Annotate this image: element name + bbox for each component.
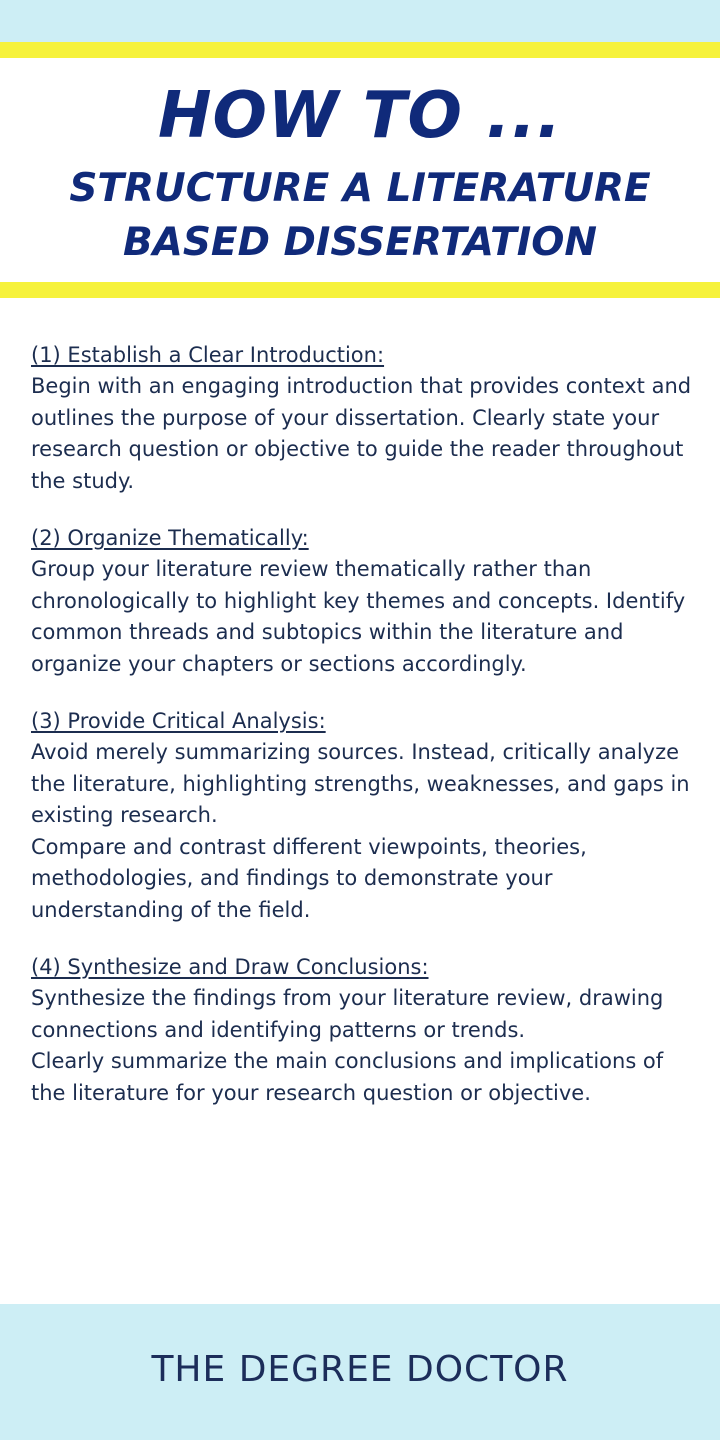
top-yellow-stripe [0, 42, 720, 58]
content [31, 340, 701, 1135]
section-heading: (3) Provide Critical Analysis: [31, 709, 326, 733]
section-paragraph: Compare and contrast different viewpoints, theories, methodologies, and findings to demonstrate your understanding of the field. [31, 834, 587, 922]
section-body [31, 983, 701, 1109]
section-paragraph: Synthesize the findings from your literature review, drawing connections and identifying patterns or trends. [31, 986, 664, 1042]
brand-name: THE DEGREE DOCTOR [151, 1349, 569, 1390]
bottom-yellow-stripe [0, 282, 720, 298]
top-color-band [0, 0, 720, 42]
section-body [31, 371, 701, 497]
subtitle-line-2: BASED DISSERTATION [122, 220, 598, 265]
section-heading: (2) Organize Thematically: [31, 526, 309, 550]
section-synthesize [31, 952, 701, 1109]
page-title: HOW TO ... [157, 79, 563, 153]
section-organize [31, 523, 701, 680]
section-critical-analysis [31, 706, 701, 926]
section-paragraph: Group your literature review thematically rather than chronologically to highlight key themes and concepts. Identify common threads and subtopics within the literature and organize your chapters or sections accordingly. [31, 557, 686, 676]
header [0, 58, 720, 282]
footer [0, 1304, 720, 1440]
section-body [31, 554, 701, 680]
section-paragraph: Avoid merely summarizing sources. Instead, critically analyze the literature, highlighting strengths, weaknesses, and gaps in existing research. [31, 740, 690, 827]
page-subtitle [0, 162, 720, 270]
section-body [31, 737, 701, 926]
section-paragraph: Begin with an engaging introduction that provides context and outlines the purpose of your dissertation. Clearly state your research question or objective to guide the reader throughout the study. [31, 374, 692, 493]
section-paragraph: Clearly summarize the main conclusions and implications of the literature for your research question or objective. [31, 1049, 664, 1105]
section-heading: (1) Establish a Clear Introduction: [31, 343, 385, 367]
subtitle-line-1: STRUCTURE A LITERATURE [69, 166, 651, 211]
section-heading: (4) Synthesize and Draw Conclusions: [31, 955, 429, 979]
section-introduction [31, 340, 701, 497]
